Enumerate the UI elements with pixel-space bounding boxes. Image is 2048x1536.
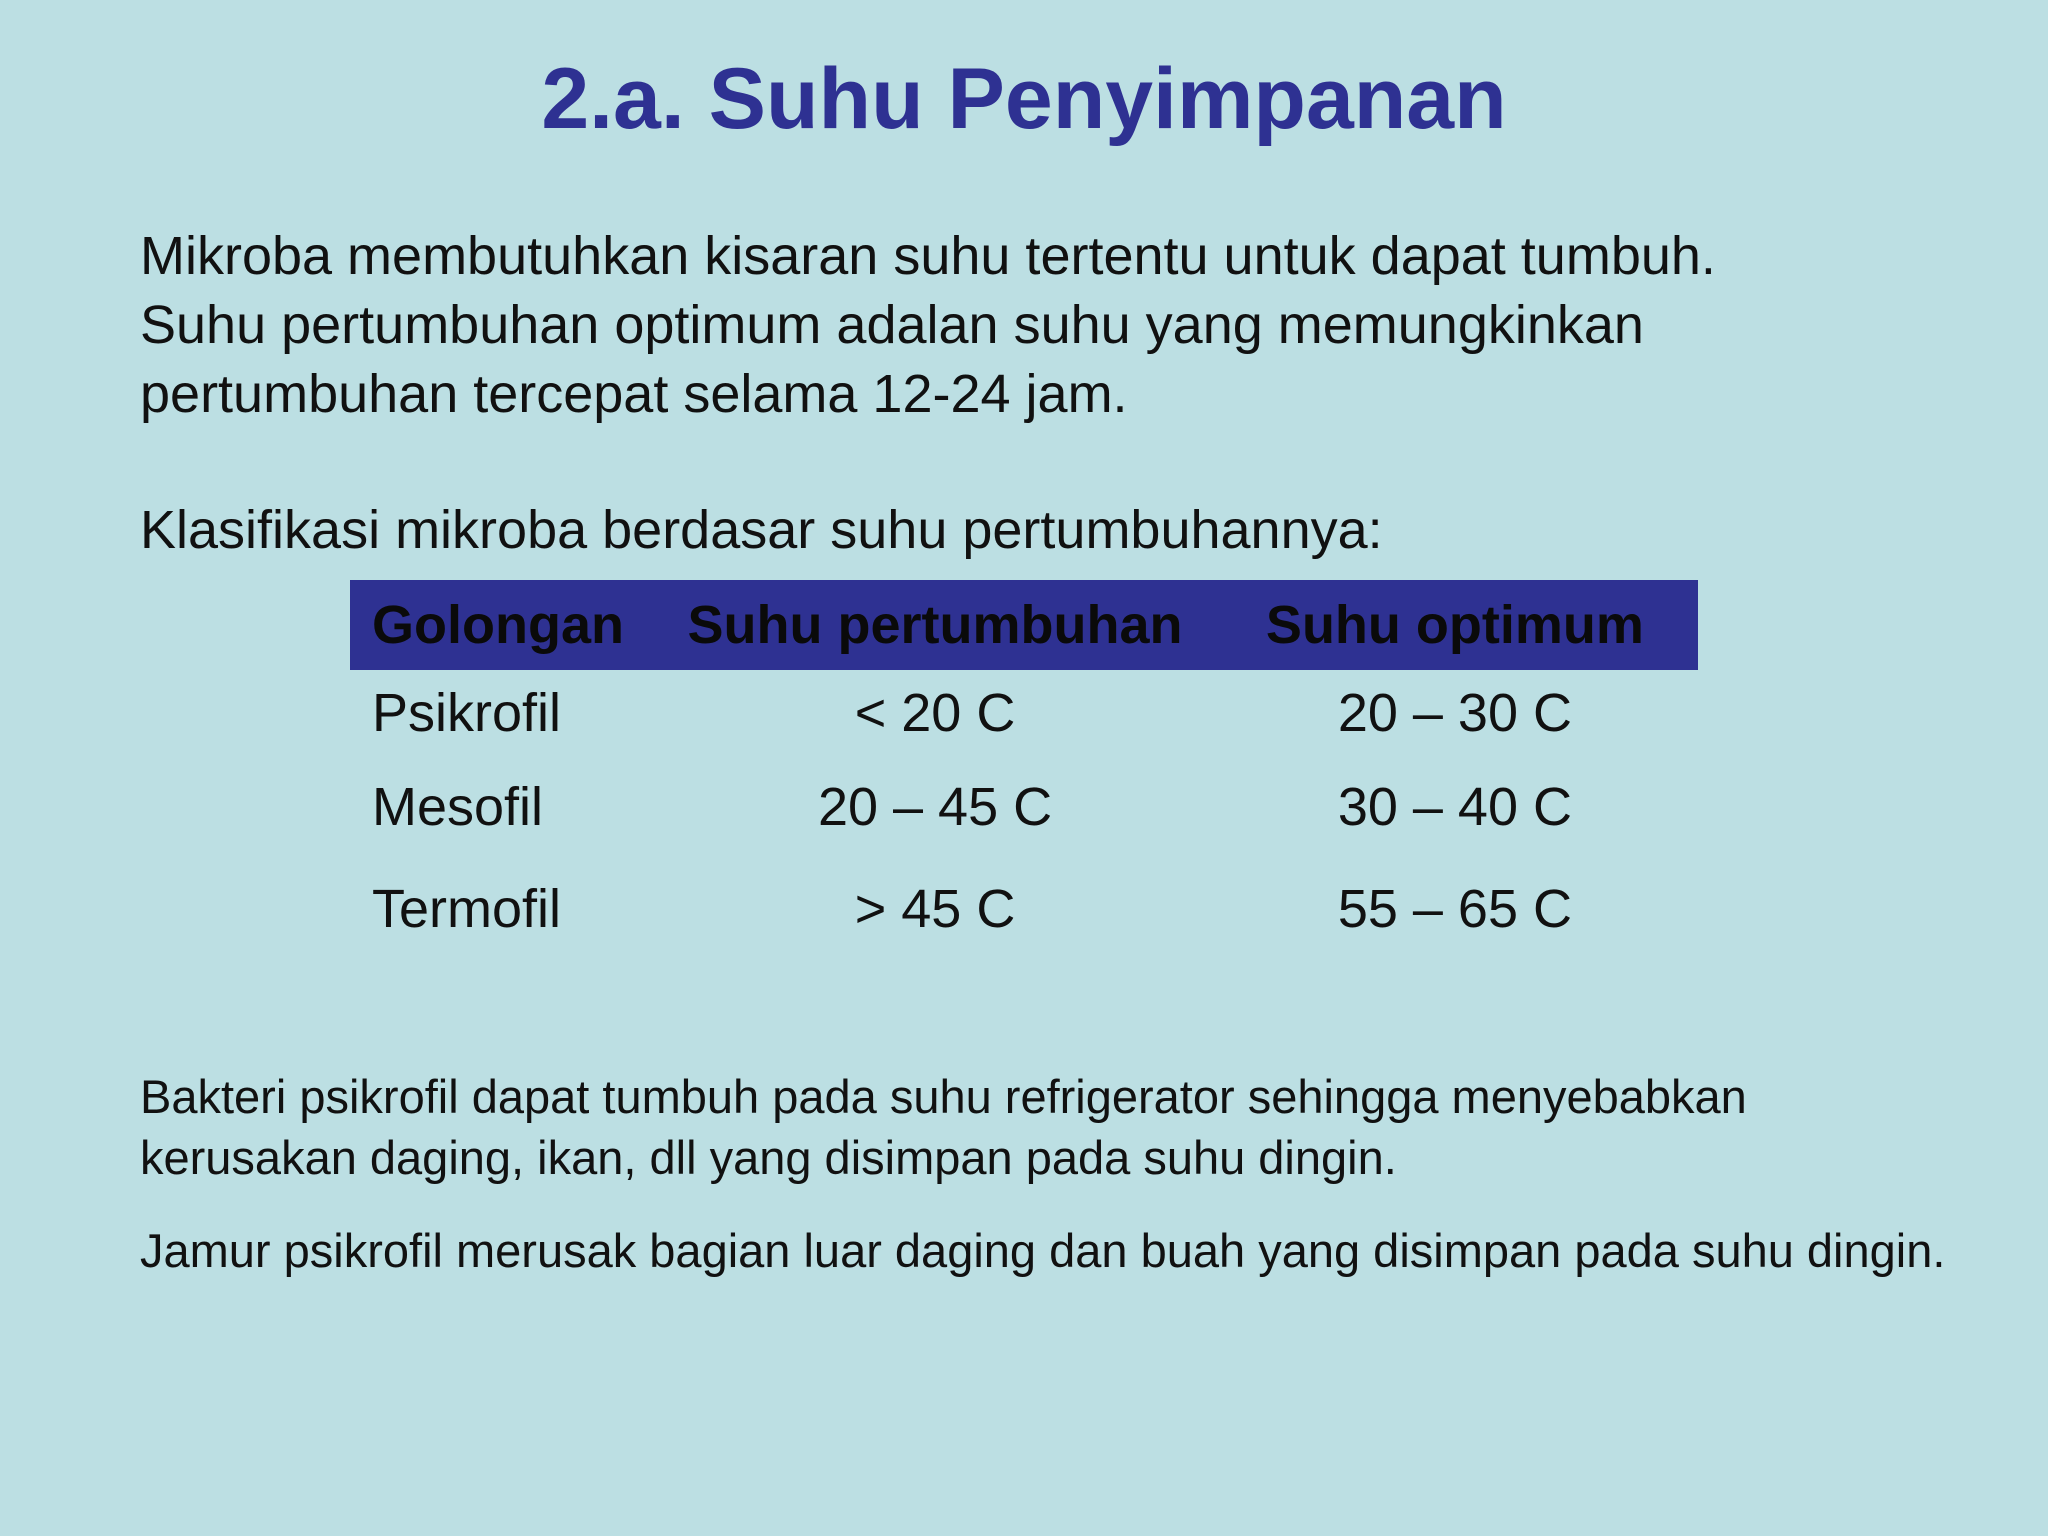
intro-paragraph xyxy=(140,222,1960,429)
cell-suhu-optimum: 20 – 30 C xyxy=(1337,683,1572,743)
table-row xyxy=(350,756,1698,858)
cell-suhu-optimum: 30 – 40 C xyxy=(1337,777,1572,837)
notes-section xyxy=(140,1066,1960,1313)
header-golongan: Golongan xyxy=(372,595,624,655)
note-bakteri-psikrofil: Bakteri psikrofil dapat tumbuh pada suhu refrigerator sehingga menyebabkan kerusakan daging, ikan, dll yang disimpan pada suhu dingin. xyxy=(140,1070,1747,1184)
cell-golongan: Mesofil xyxy=(372,777,544,837)
temperature-classification-table xyxy=(350,580,1698,960)
slide-title: 2.a. Suhu Penyimpanan xyxy=(541,51,1507,147)
cell-suhu-pertumbuhan: < 20 C xyxy=(854,683,1016,743)
intro-line: Mikroba membutuhkan kisaran suhu tertentu untuk dapat tumbuh. xyxy=(140,226,1716,286)
cell-suhu-pertumbuhan: 20 – 45 C xyxy=(817,777,1053,837)
intro-line: pertumbuhan tercepat selama 12-24 jam. xyxy=(140,364,1128,424)
cell-suhu-pertumbuhan: > 45 C xyxy=(854,879,1016,939)
cell-golongan: Psikrofil xyxy=(372,683,562,743)
cell-suhu-optimum: 55 – 65 C xyxy=(1337,879,1572,939)
classification-heading: Klasifikasi mikroba berdasar suhu pertumbuhannya: xyxy=(140,500,1383,560)
note-jamur-psikrofil: Jamur psikrofil merusak bagian luar daging dan buah yang disimpan pada suhu dingin. xyxy=(140,1224,1946,1277)
header-suhu-pertumbuhan: Suhu pertumbuhan xyxy=(687,595,1183,655)
table-row xyxy=(350,858,1698,960)
intro-line: Suhu pertumbuhan optimum adalan suhu yang memungkinkan xyxy=(140,295,1644,355)
header-suhu-optimum: Suhu optimum xyxy=(1265,595,1644,655)
table-row xyxy=(350,670,1698,756)
table-header-row xyxy=(350,580,1698,670)
cell-golongan: Termofil xyxy=(372,879,562,939)
